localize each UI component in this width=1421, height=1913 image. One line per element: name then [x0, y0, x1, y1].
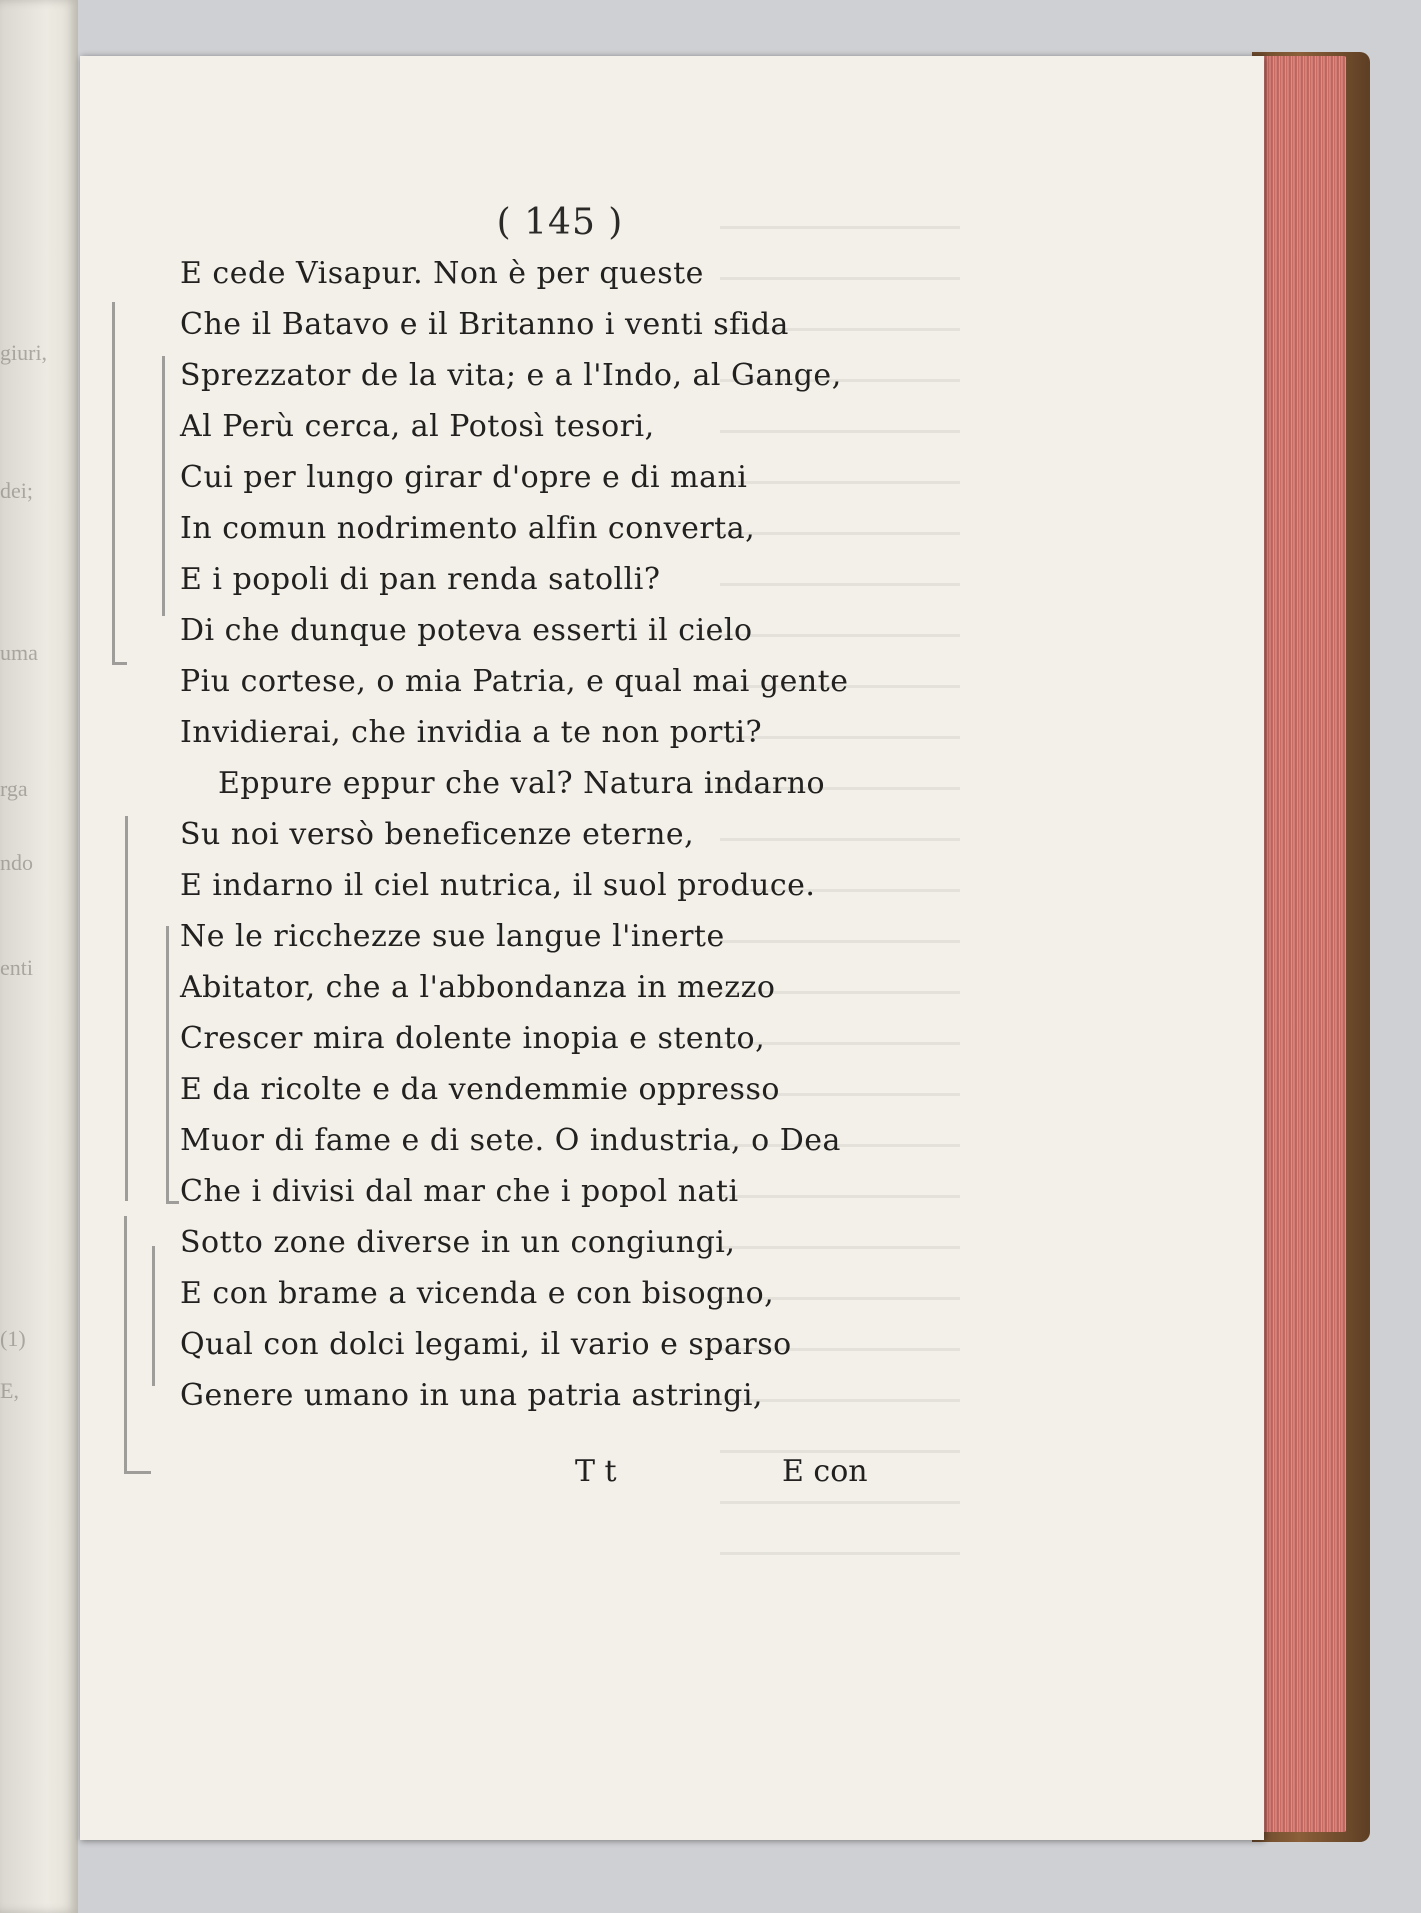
verse-line: Che i divisi dal mar che i popol nati	[180, 1174, 739, 1209]
facing-page-fragment: uma	[0, 640, 38, 665]
facing-page-fragment: giuri,	[0, 340, 48, 365]
verse-line: Cui per lungo girar d'opre e di mani	[180, 460, 748, 495]
facing-page-fragment: rga	[0, 776, 28, 801]
verse-line: Piu cortese, o mia Patria, e qual mai gente	[180, 664, 849, 699]
verse-line: Che il Batavo e il Britanno i venti sfida	[180, 307, 789, 342]
page-number: ( 145 )	[496, 202, 624, 243]
book-page	[80, 56, 1264, 1840]
verse-line: E cede Visapur. Non è per queste	[180, 256, 704, 291]
verse-line: Eppure eppur che val? Natura indarno	[218, 766, 826, 801]
facing-page-fragment: dei;	[0, 478, 33, 503]
pencil-bracket	[166, 926, 179, 1204]
verse-line: Qual con dolci legami, il vario e sparso	[180, 1327, 792, 1362]
verse-line: Di che dunque poteva esserti il cielo	[180, 613, 753, 648]
red-page-edges	[1262, 56, 1346, 1832]
verse-line: Invidierai, che invidia a te non porti?	[180, 715, 763, 750]
signature-mark: T t	[575, 1454, 617, 1489]
facing-page-fragment: (1)	[0, 1326, 26, 1351]
facing-page	[0, 0, 78, 1913]
verse-line: E da ricolte e da vendemmie oppresso	[180, 1072, 780, 1107]
verse-text	[180, 248, 980, 1421]
verse-line: E indarno il ciel nutrica, il suol produce.	[180, 868, 816, 903]
verse-line: Muor di fame e di sete. O industria, o Dea	[180, 1123, 841, 1158]
verse-line: Su noi versò beneficenze eterne,	[180, 817, 695, 852]
verse-line: Sotto zone diverse in un congiungi,	[180, 1225, 736, 1260]
facing-page-fragment: ndo	[0, 850, 33, 875]
verse-line: E i popoli di pan renda satolli?	[180, 562, 661, 597]
verse-line: E con brame a vicenda e con bisogno,	[180, 1276, 775, 1311]
pencil-bracket	[125, 816, 128, 1201]
verse-line: Sprezzator de la vita; e a l'Indo, al Gange,	[180, 358, 842, 393]
verse-line: Abitator, che a l'abbondanza in mezzo	[180, 970, 776, 1005]
verse-line: Al Perù cerca, al Potosì tesori,	[180, 409, 655, 444]
pencil-bracket	[162, 356, 165, 616]
pencil-bracket	[112, 302, 127, 665]
verse-line: Genere umano in una patria astringi,	[180, 1378, 763, 1413]
catchword: E con	[782, 1454, 868, 1489]
verse-line: In comun nodrimento alfin converta,	[180, 511, 756, 546]
pencil-bracket	[124, 1216, 151, 1474]
page-footer	[80, 1454, 880, 1506]
verse-line: Crescer mira dolente inopia e stento,	[180, 1021, 766, 1056]
facing-page-fragment: E,	[0, 1378, 19, 1403]
facing-page-fragment: enti	[0, 955, 33, 980]
pencil-bracket	[152, 1246, 155, 1386]
verse-line: Ne le ricchezze sue langue l'inerte	[180, 919, 725, 954]
